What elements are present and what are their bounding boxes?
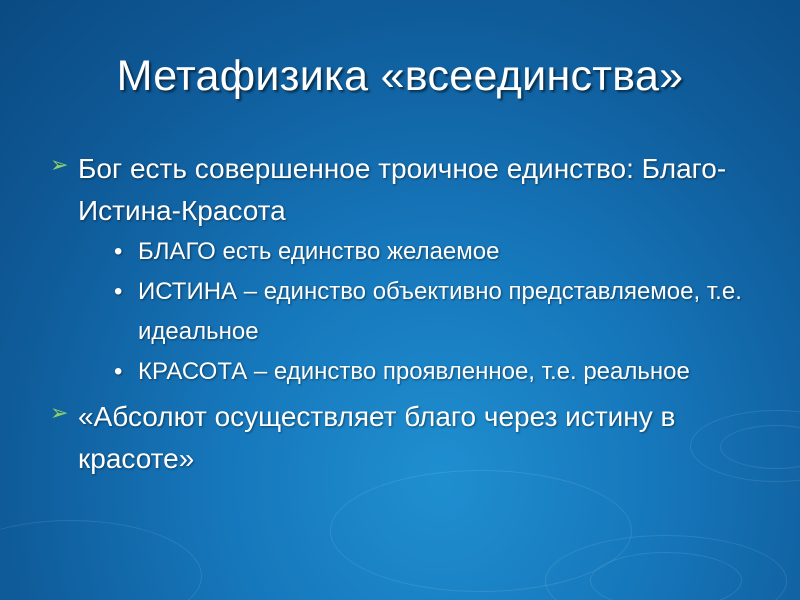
bullet-text: «Абсолют осуществляет благо через истину в красоте» bbox=[78, 401, 676, 474]
bullet-item-2 bbox=[50, 396, 750, 480]
bullet-text: Бог есть совершенное троичное единство: Благо-Истина-Красота bbox=[78, 153, 727, 226]
arrow-bullet-icon: ➢ bbox=[50, 152, 69, 177]
sub-bullet-text: КРАСОТА – единство проявленное, т.е. реальное bbox=[138, 358, 690, 385]
bullet-item-1 bbox=[50, 148, 750, 232]
water-ripple-decoration bbox=[0, 520, 202, 600]
sub-bullet-item-3 bbox=[114, 352, 750, 392]
dot-bullet-icon: • bbox=[114, 238, 123, 265]
sub-bullet-text: БЛАГО есть единство желаемое bbox=[138, 238, 500, 265]
sub-bullet-item-1 bbox=[114, 232, 750, 272]
arrow-bullet-icon: ➢ bbox=[50, 400, 69, 425]
water-ripple-decoration bbox=[330, 470, 632, 592]
sub-bullet-text: ИСТИНА – единство объективно представляемое, т.е. идеальное bbox=[138, 278, 742, 345]
sub-bullet-item-2 bbox=[114, 272, 750, 352]
sub-bullet-list bbox=[50, 232, 750, 392]
slide-content bbox=[50, 148, 750, 480]
dot-bullet-icon: • bbox=[114, 278, 123, 305]
dot-bullet-icon: • bbox=[114, 358, 123, 385]
slide-title: Метафизика «всеединства» bbox=[116, 52, 684, 100]
